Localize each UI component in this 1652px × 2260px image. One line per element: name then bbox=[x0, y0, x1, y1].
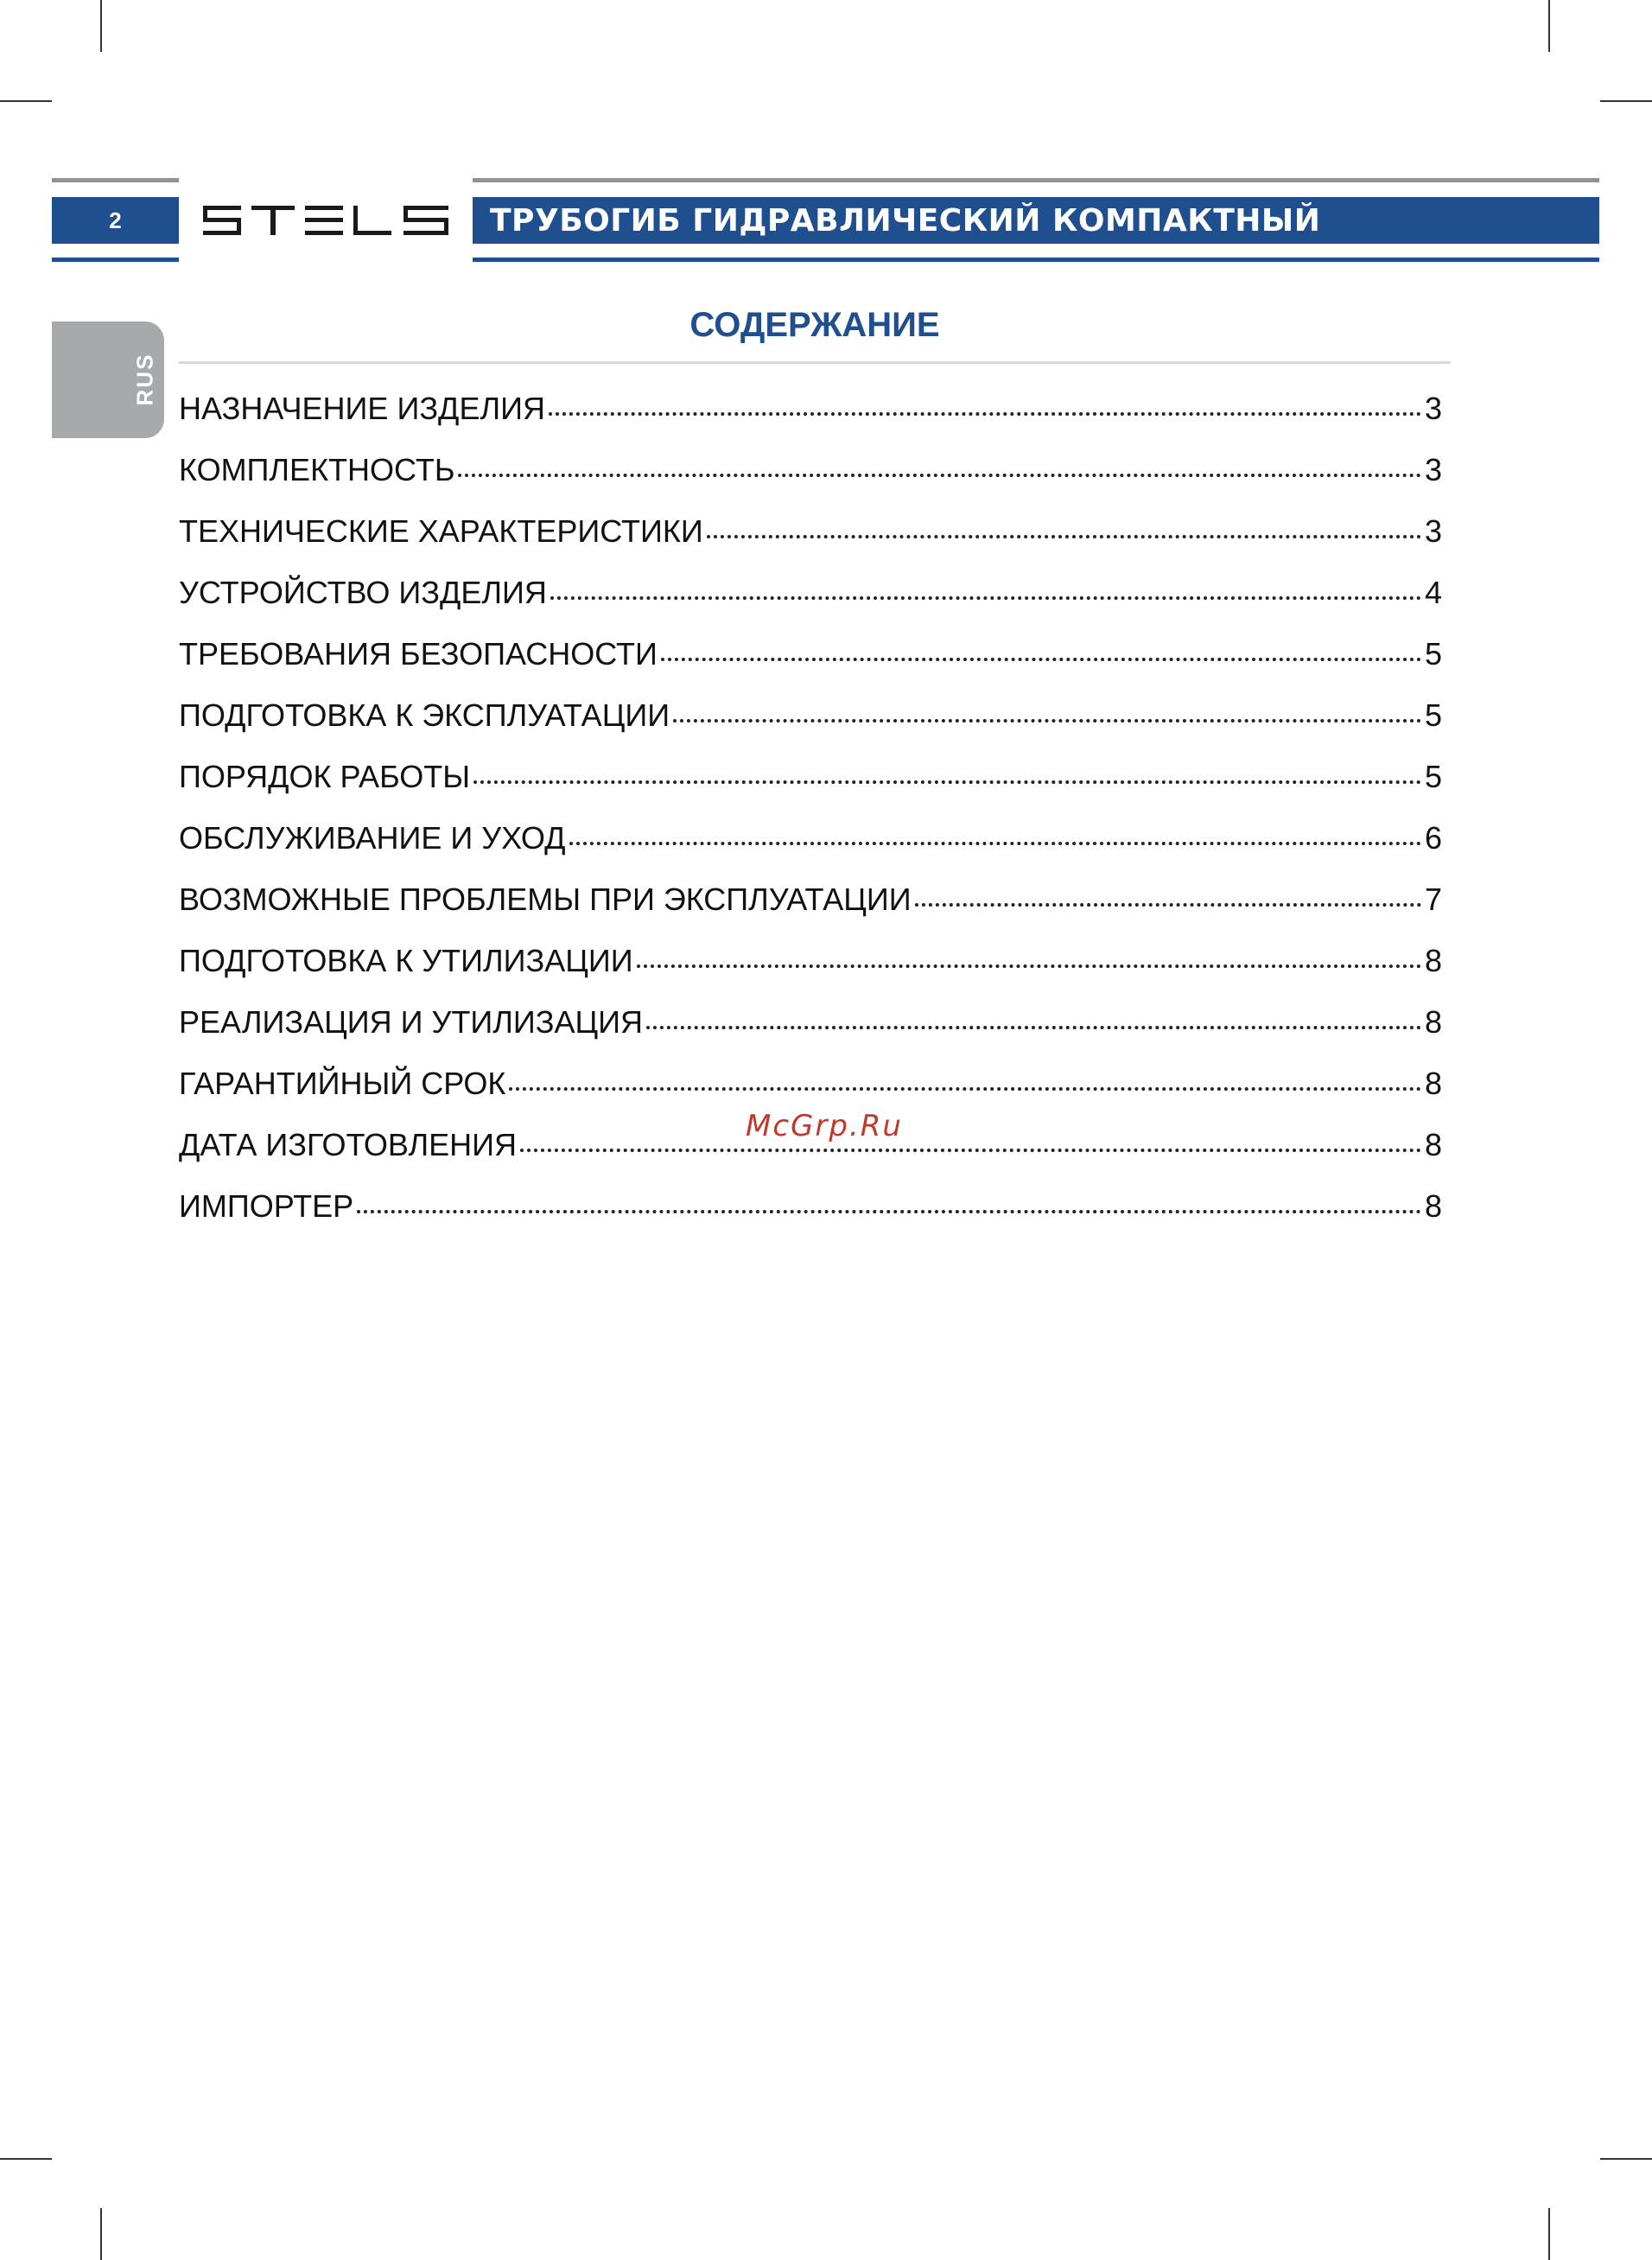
toc-entry-title: ГАРАНТИЙНЫЙ СРОК bbox=[179, 1066, 506, 1101]
toc-entry[interactable] bbox=[179, 452, 1442, 513]
toc-entry-title: УСТРОЙСТВО ИЗДЕЛИЯ bbox=[179, 575, 547, 610]
toc-entry-title: ИМПОРТЕР bbox=[179, 1188, 354, 1224]
toc-dot-leader bbox=[357, 1210, 1421, 1213]
toc-heading: СОДЕРЖАНИЕ bbox=[689, 306, 940, 344]
toc-entry-page: 3 bbox=[1424, 452, 1442, 487]
toc-entry-title: РЕАЛИЗАЦИЯ И УТИЛИЗАЦИЯ bbox=[179, 1004, 643, 1040]
toc-dot-leader bbox=[707, 535, 1421, 538]
toc-entry-title: ДАТА ИЗГОТОВЛЕНИЯ bbox=[179, 1127, 517, 1162]
stels-logo bbox=[201, 206, 450, 235]
toc-entry-title: ВОЗМОЖНЫЕ ПРОБЛЕМЫ ПРИ ЭКСПЛУАТАЦИИ bbox=[179, 882, 912, 917]
toc-entry[interactable] bbox=[179, 759, 1442, 820]
toc-entry[interactable] bbox=[179, 391, 1442, 452]
toc-entry-title: ОБСЛУЖИВАНИЕ И УХОД bbox=[179, 820, 566, 856]
toc-entry[interactable] bbox=[179, 820, 1442, 882]
toc-entry[interactable] bbox=[179, 575, 1442, 636]
toc-entry-page: 8 bbox=[1424, 1004, 1442, 1040]
toc-entry-page: 5 bbox=[1424, 636, 1442, 672]
toc-entry-title: ТРЕБОВАНИЯ БЕЗОПАСНОСТИ bbox=[179, 636, 658, 672]
toc-entry-page: 5 bbox=[1424, 697, 1442, 733]
header-rule-top-left bbox=[52, 178, 179, 182]
header-rule-top-right bbox=[473, 178, 1599, 182]
crop-mark-bottom-right-horizontal bbox=[1600, 2158, 1652, 2160]
toc-entry-page: 7 bbox=[1424, 882, 1442, 917]
toc-entry-title: КОМПЛЕКТНОСТЬ bbox=[179, 452, 455, 487]
toc-dot-leader bbox=[646, 1026, 1421, 1029]
toc-entry-title: ПОДГОТОВКА К УТИЛИЗАЦИИ bbox=[179, 943, 633, 978]
crop-mark-bottom-left-vertical bbox=[100, 2208, 102, 2260]
toc-entry-page: 8 bbox=[1424, 1127, 1442, 1162]
toc-entry[interactable] bbox=[179, 943, 1442, 1004]
crop-mark-top-right-horizontal bbox=[1600, 100, 1652, 102]
toc-entry-title: ПОРЯДОК РАБОТЫ bbox=[179, 759, 471, 794]
toc-dot-leader bbox=[520, 1149, 1421, 1152]
toc-entry[interactable] bbox=[179, 697, 1442, 759]
crop-mark-top-left-horizontal bbox=[0, 100, 52, 102]
toc-entry-page: 8 bbox=[1424, 943, 1442, 978]
toc-entry-title: ТЕХНИЧЕСКИЕ ХАРАКТЕРИСТИКИ bbox=[179, 513, 703, 549]
toc-dot-leader bbox=[458, 474, 1421, 477]
toc-entry[interactable] bbox=[179, 1004, 1442, 1066]
toc-dot-leader bbox=[473, 780, 1421, 784]
crop-mark-top-left-vertical bbox=[100, 0, 102, 52]
page-number bbox=[52, 197, 179, 244]
toc-entry-page: 3 bbox=[1424, 513, 1442, 549]
toc-dot-leader bbox=[509, 1087, 1421, 1091]
toc-entry-page: 8 bbox=[1424, 1188, 1442, 1224]
page-number-text: 2 bbox=[109, 207, 122, 233]
toc-dot-leader bbox=[549, 412, 1421, 416]
toc-entry-page: 8 bbox=[1424, 1066, 1442, 1101]
toc-entry[interactable] bbox=[179, 1188, 1442, 1250]
crop-mark-top-right-vertical bbox=[1548, 0, 1550, 52]
document-title-band bbox=[473, 197, 1599, 244]
crop-mark-bottom-right-vertical bbox=[1548, 2208, 1550, 2260]
header-rule-bottom-right bbox=[473, 258, 1599, 262]
toc-dot-leader bbox=[661, 658, 1421, 661]
watermark: McGrp.Ru bbox=[746, 1109, 903, 1143]
document-title: ТРУБОГИБ ГИДРАВЛИЧЕСКИЙ КОМПАКТНЫЙ bbox=[490, 202, 1321, 239]
toc-dot-leader bbox=[637, 964, 1421, 968]
toc-entry[interactable] bbox=[179, 882, 1442, 943]
toc-entry-title: НАЗНАЧЕНИЕ ИЗДЕЛИЯ bbox=[179, 391, 545, 426]
toc-dot-leader bbox=[569, 842, 1421, 845]
toc-dot-leader bbox=[673, 719, 1421, 723]
toc-entry-page: 3 bbox=[1424, 391, 1442, 426]
header-rule-bottom-left bbox=[52, 258, 179, 262]
toc-entry[interactable] bbox=[179, 636, 1442, 697]
toc-entry-page: 6 bbox=[1424, 820, 1442, 856]
toc-entry-page: 4 bbox=[1424, 575, 1442, 610]
toc-entry-title: ПОДГОТОВКА К ЭКСПЛУАТАЦИИ bbox=[179, 697, 670, 733]
toc-entry[interactable] bbox=[179, 513, 1442, 575]
toc-dot-leader bbox=[915, 903, 1421, 907]
crop-mark-bottom-left-horizontal bbox=[0, 2158, 52, 2160]
toc-dot-leader bbox=[550, 596, 1421, 600]
language-tab-label: RUS bbox=[131, 353, 158, 406]
toc-heading-divider bbox=[179, 361, 1451, 364]
toc-entry-page: 5 bbox=[1424, 759, 1442, 794]
